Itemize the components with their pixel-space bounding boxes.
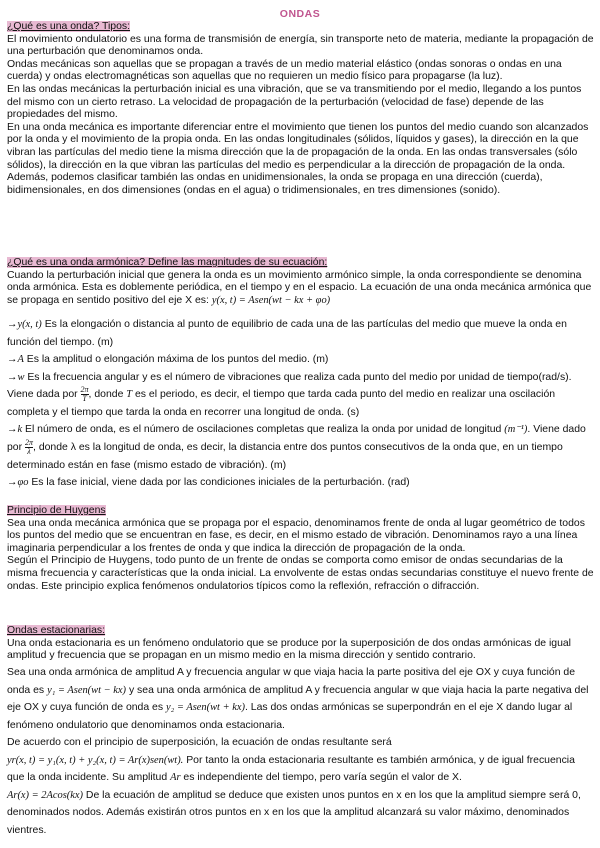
wave-equation: y(x, t) = Asen(wt − kx + φo) (211, 294, 331, 306)
paragraph: Ondas mecánicas son aquellas que se propagan a través de un medio material elástico (ondas sonoras o ondas en una cuerda) y ondas electromagnéticas son aquellas que no requieren un medio físico para propagarse (la luz). (7, 58, 562, 83)
section-heading: Ondas estacionarias: (7, 625, 106, 636)
definition-w: →w Es la frecuencia angular y es el número de vibraciones que realiza cada punto del medio por unidad de tiempo(rad/s). Viene dada por $\frac{2\pi}{T}$ , donde T es el periodo, es decir, el tiempo que tarda cada punto del medio en realizar una oscilación completa y el tiempo que tarda la onda en recorrer una longitud de onda. (s) (7, 371, 572, 418)
paragraph: Sea una onda mecánica armónica que se propaga por el espacio, denominamos frente de onda al lugar geométrico de todos los puntos del medio que se encuentran en fase, es decir, en el mismo estado de vibración. Denominamos rayo a una línea imaginaria perpendicular a los frentes de onda y que indica la dirección de propagación de la onda. (7, 517, 585, 554)
definition-y: →y(x, t) Es la elongación o distancia al punto de equilibrio de cada una de las partículas del medio que mueve la onda en función del tiempo. (m) (7, 319, 567, 348)
definition-a: →A Es la amplitud o elongación máxima de los puntos del medio. (m) (7, 354, 329, 365)
section-huygens (7, 505, 595, 593)
section-heading: Principio de Huygens (7, 505, 106, 516)
paragraph: Una onda estacionaria es un fenómeno ondulatorio que se produce por la superposición de dos ondas armónicas de igual amplitud y frecuencia que se propagan en un mismo medio en la misma dirección y sentido contrario. (7, 637, 572, 662)
standing-wave-derivation: Sea una onda armónica de amplitud A y frecuencia angular w que viaja hacia la parte positiva del eje OX y cuya función de onda es y₁ = Asen(wt − kx) y sea una onda armónica de amplitud A y frecuencia angular w que viaja hacia la parte negativa del eje OX y cuya función de onda es y₂ = Asen(wt + kx). Las dos ondas armónicas se superpondrán en el eje X dando lugar al fenómeno ondulatorio que denominamos onda estacionaria. De acuerdo con el principio de superposición, la ecuación de ondas resultante será yr(x, t) = y₁(x, t) + y₂(x, t) = Ar(x)sen(wt). Por tanto la onda estacionaria resultante es también armónica, y de igual frecuencia que la onda incidente. Su amplitud Ar es independiente del tiempo, pero varía según el valor de X. Ar(x) = 2Acos(kx) De la ecuación de amplitud se deduce que existen unos puntos en x en los que la amplitud siempre será 0, denominados nodos. Además existirán otros puntos en x en los que la amplitud alcanzará su valor máximo, denominados vientres. (7, 667, 589, 836)
symbol: →φo (7, 477, 29, 489)
definition-k: →k El número de onda, es el número de oscilaciones completas que realiza la onda por unidad de longitud (m⁻¹). Viene dado por $\frac{2\pi}{\lambda}$ , donde λ es la longitud de onda, es decir, la distancia entre dos puntos consecutivos de la onda que, en un tiempo determinado están en fase (mismo estado de vibración). (m) (7, 424, 586, 471)
definition-phi: →φo Es la fase inicial, viene dada por las condiciones iniciales de la perturbación. (rad) (7, 477, 410, 489)
equation-y2: y₂ = Asen(wt + kx) (166, 702, 245, 713)
symbol: →y(x, t) (7, 319, 42, 330)
symbol: →A (7, 354, 24, 365)
fraction: $\frac{2\pi}{T}$ (80, 385, 89, 403)
page-title: ONDAS (279, 8, 321, 20)
equation-superposition: yr(x, t) = y₁(x, t) + y₂(x, t) = Ar(x)sen(wt). (7, 754, 184, 766)
paragraph: El movimiento ondulatorio es una forma de transmisión de energía, sin transporte neto de materia, mediante la propagación de una perturbación que denominamos onda. (7, 33, 594, 58)
symbol: →w (7, 371, 25, 383)
section-heading: ¿Qué es una onda armónica? Define las magnitudes de su ecuación: (7, 257, 328, 268)
fraction: $\frac{2\pi}{\lambda}$ (25, 437, 34, 456)
section-heading: ¿Qué es una onda? Tipos: (7, 21, 131, 32)
paragraph: En las ondas mecánicas la perturbación inicial es una vibración, que se va transmitiendo por el medio, llegando a los puntos del mismo con un cierto retraso. La velocidad de propagación de la perturbación (velocidad de fase) depende de las propiedades del mismo. (7, 83, 582, 121)
equation-amplitude: Ar(x) = 2Acos(kx) (7, 789, 84, 801)
section-harmonic-wave (7, 257, 595, 307)
symbol: →k (7, 424, 23, 436)
paragraph: Según el Principio de Huygens, todo punto de un frente de ondas se comporta como emisor de ondas secundarias de la misma frecuencia y características que la onda inicial. La envolvente de estas ondas secundarias constituye el nuevo frente de ondas. Este principio explica fenómenos ondulatorios típicos como la reflexión, refracción o difracción. (7, 555, 594, 592)
paragraph: En una onda mecánica es importante diferenciar entre el movimiento que tienen los puntos del medio cuando son alcanzados por la onda y el movimiento de la propia onda. En las ondas longitudinales (sólidos, líquidos y gases), la dirección en la que vibran las partículas del medio tiene la misma dirección que la de propagación de la onda. En las ondas transversales (sólo sólidos), la dirección en la que vibran las partículas del medio es perpendicular a la dirección de propagación de la onda. (7, 121, 589, 171)
paragraph: Además, podemos clasificar también las ondas en unidimensionales, la onda se propaga en una dirección (cuerda), bidimensionales, en dos dimensiones (ondas en el agua) o tridimensionales, en tres dimensiones (sonido). (7, 172, 543, 196)
paragraph: Cuando la perturbación inicial que genera la onda es un movimiento armónico simple, la onda correspondiente se denomina onda armónica. Esta es doblemente periódica, en el tiempo y en el espacio. La ecuación de una onda mecánica armónica que se propaga en sentido positivo del eje X es: (7, 269, 592, 306)
section-waves-types (7, 21, 595, 197)
magnitudes-list (7, 316, 595, 492)
equation-y1: y₁ = Asen(wt − kx) (47, 684, 127, 696)
section-standing-waves (7, 625, 595, 663)
